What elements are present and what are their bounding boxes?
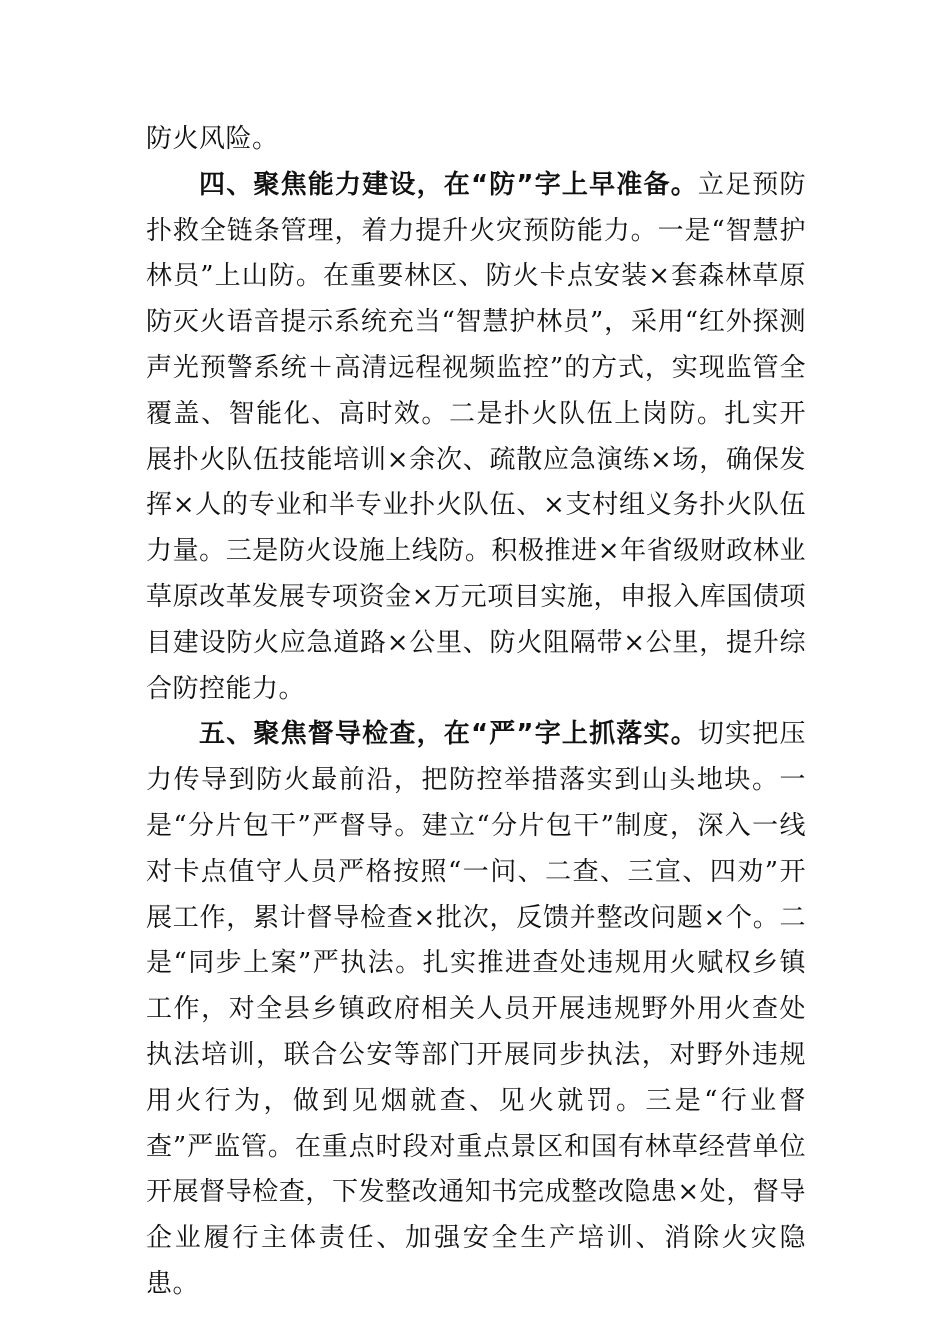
document-body [146, 117, 806, 1308]
section-5-body: 切实把压力传导到防火最前沿，把防控举措落实到山头地块。一是“分片包干”严督导。建立“分片包干”制度，深入一线对卡点值守人员严格按照“一问、二查、三宣、四劝”开展工作，累计督导检查×批次，反馈并整改问题×个。二是“同步上案”严执法。扎实推进查处违规用火赋权乡镇工作，对全县乡镇政府相关人员开展违规野外用火查处执法培训，联合公安等部门开展同步执法，对野外违规用火行为，做到见烟就查、见火就罚。三是“行业督查”严监管。在重点时段对重点景区和国有林草经营单位开展督导检查，下发整改通知书完成整改隐患×处，督导企业履行主体责任、加强安全生产培训、消除火灾隐患。 [146, 719, 806, 1299]
section-4-heading: 四、聚焦能力建设，在“防”字上早准备。 [199, 169, 698, 200]
paragraph-continuation [146, 117, 806, 163]
paragraph-text: 防火风险。 [146, 124, 279, 154]
section-5-heading: 五、聚焦督导检查，在“严”字上抓落实。 [199, 719, 698, 750]
section-4-body: 立足预防扑救全链条管理，着力提升火灾预防能力。一是“智慧护林员”上山防。在重要林区、防火卡点安装×套森林草原防灭火语音提示系统充当“智慧护林员”，采用“红外探测声光预警系统＋高清远程视频监控”的方式，实现监管全覆盖、智能化、高时效。二是扑火队伍上岗防。扎实开展扑火队伍技能培训×余次、疏散应急演练×场，确保发挥×人的专业和半专业扑火队伍、×支村组义务扑火队伍力量。三是防火设施上线防。积极推进×年省级财政林业草原改革发展专项资金×万元项目实施，申报入库国债项目建设防火应急道路×公里、防火阻隔带×公里，提升综合防控能力。 [146, 169, 806, 704]
paragraph-section-5 [146, 712, 806, 1307]
paragraph-section-4 [146, 163, 806, 713]
